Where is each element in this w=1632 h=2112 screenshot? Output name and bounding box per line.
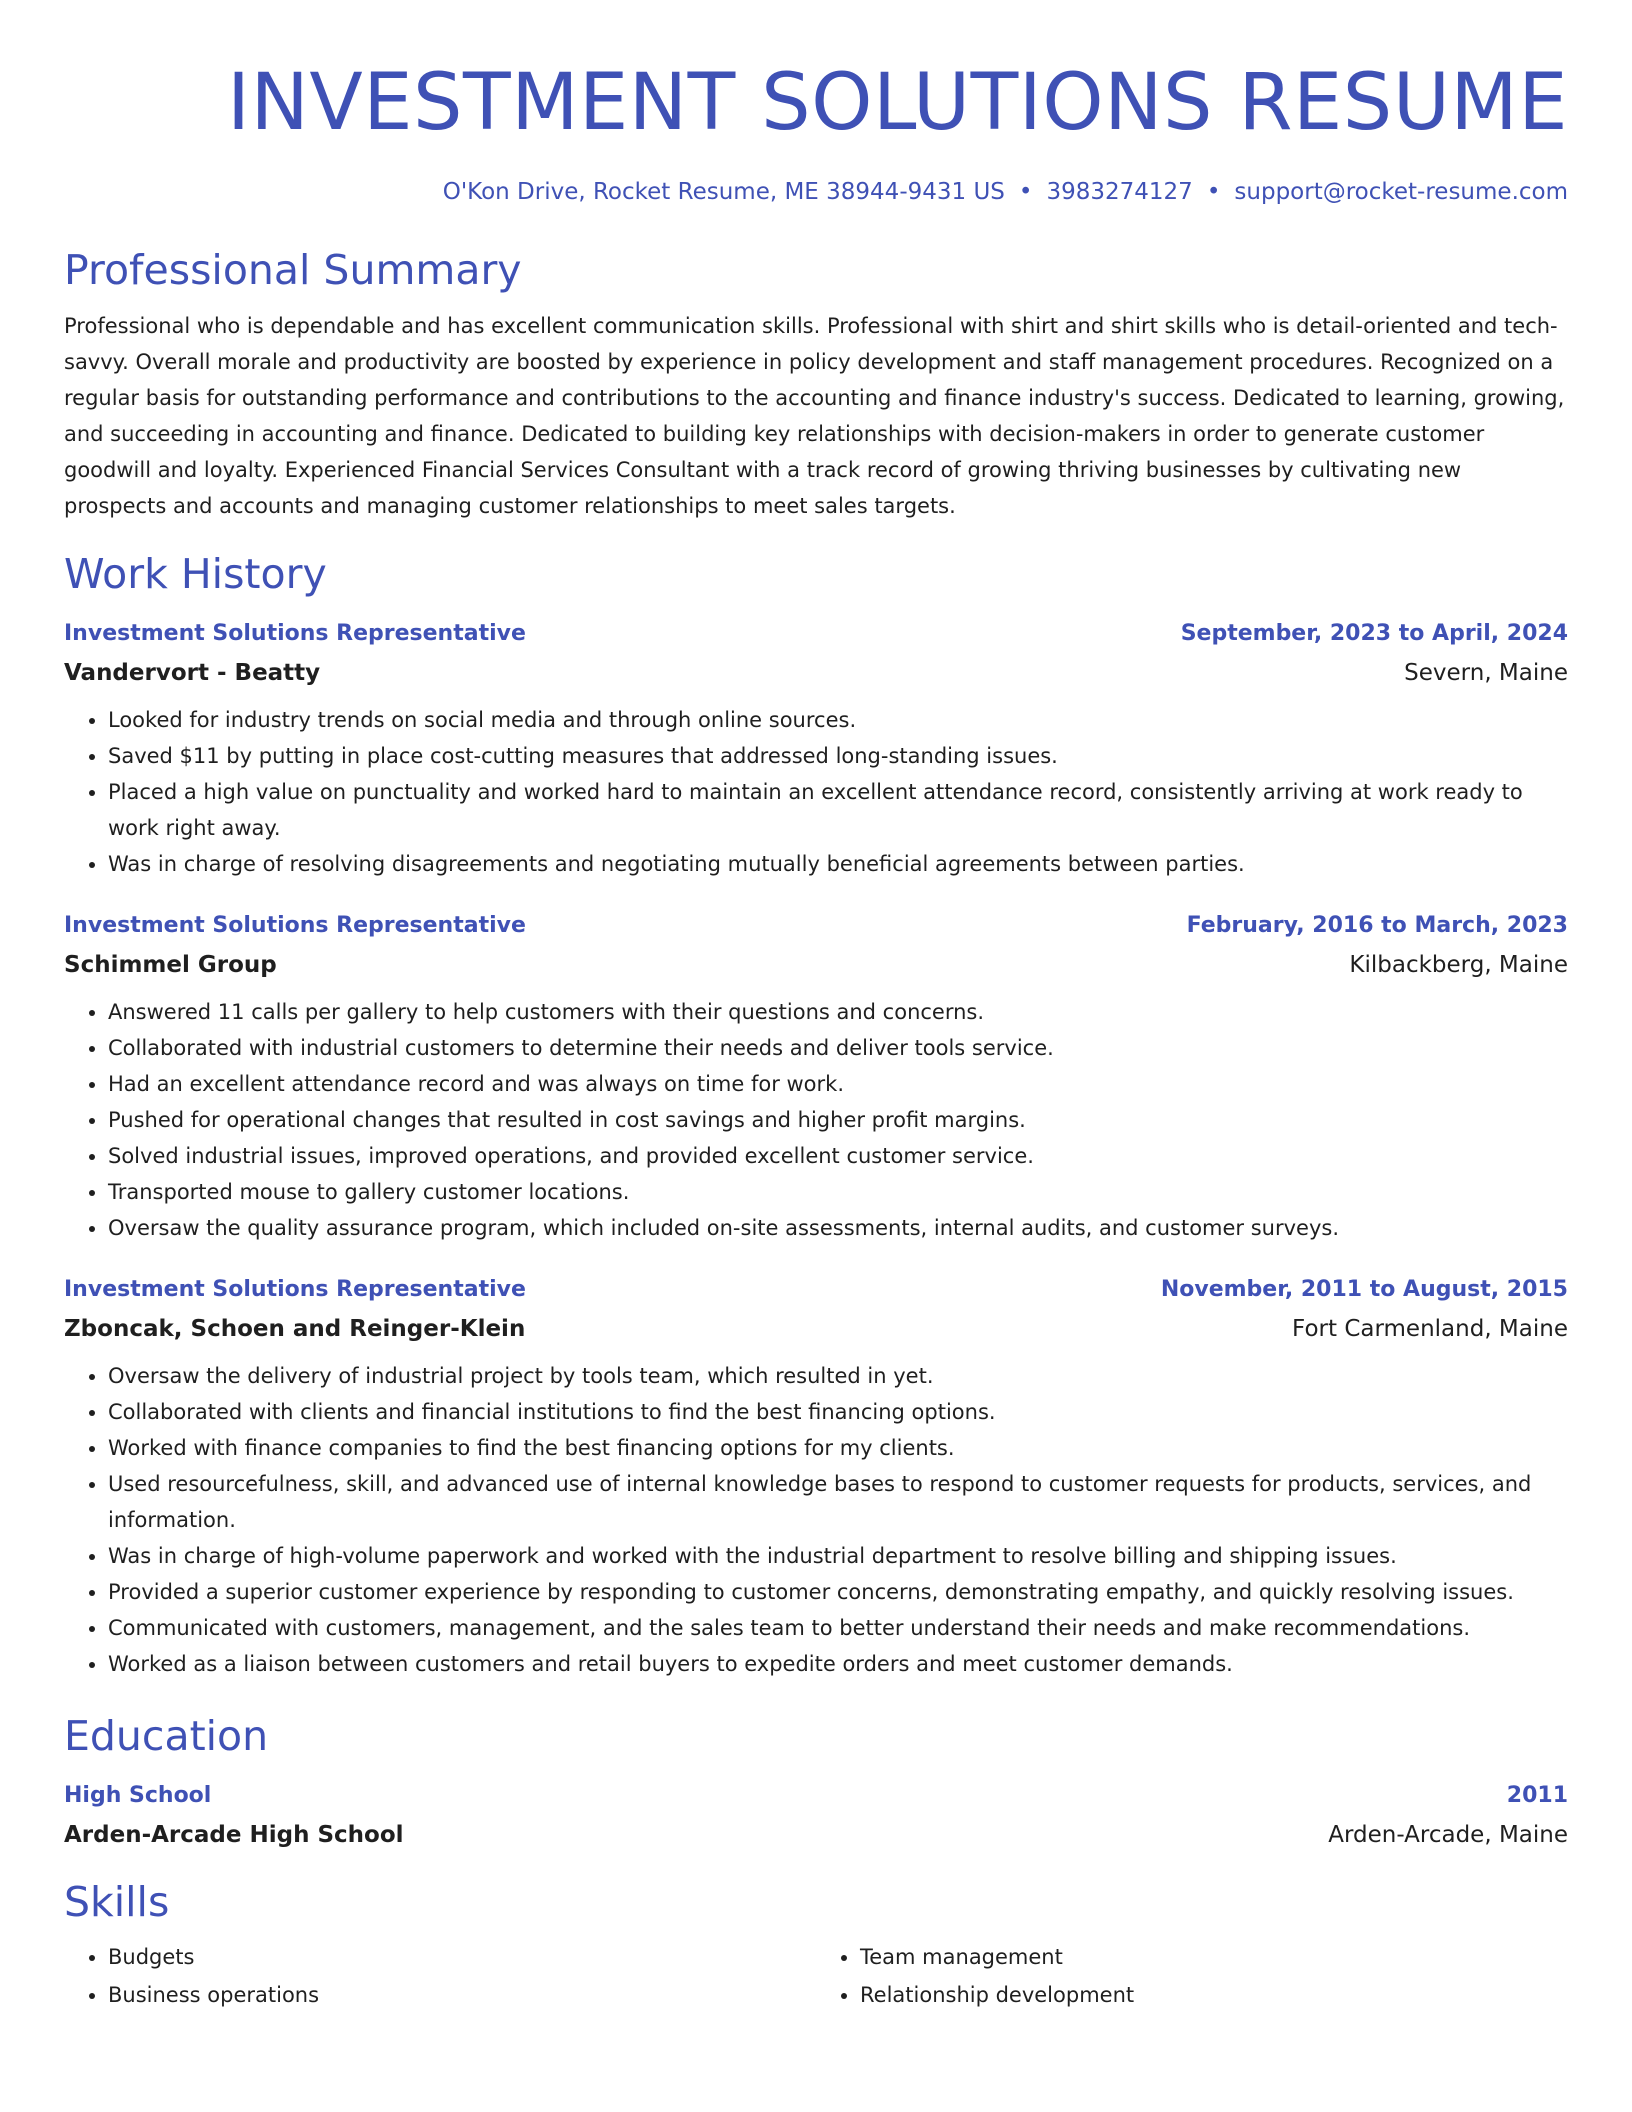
- job-header: [64, 1274, 1568, 1306]
- job-role: Investment Solutions Representative: [64, 621, 526, 646]
- list-item: • Collaborated with clients and financial institutions to find the best financing options.: [108, 1394, 1568, 1430]
- list-item: • Used resourcefulness, skill, and advanced use of internal knowledge bases to respond to customer requests for products, services, and information.: [108, 1466, 1568, 1538]
- list-item: • Looked for industry trends on social media and through online sources.: [108, 702, 1568, 738]
- work-history-heading: Work History: [64, 550, 327, 598]
- job-subheader: [64, 1312, 1568, 1346]
- list-item: • Answered 11 calls per gallery to help customers with their questions and concerns.: [108, 994, 1568, 1030]
- education-subheader: [64, 1818, 1568, 1852]
- list-item: • Oversaw the delivery of industrial project by tools team, which resulted in yet.: [108, 1358, 1568, 1394]
- skill-item: • Budgets: [108, 1938, 816, 1976]
- job-location: Kilbackberg, Maine: [1349, 952, 1568, 978]
- job-company: Zboncak, Schoen and Reinger-Klein: [64, 1316, 526, 1342]
- education-heading: Education: [64, 1712, 269, 1760]
- work-history-section: [64, 548, 1568, 1682]
- contact-phone: 3983274127: [1046, 179, 1193, 205]
- skill-item: • Team management: [860, 1938, 1568, 1976]
- list-item: • Saved $11 by putting in place cost-cutting measures that addressed long-standing issues.: [108, 738, 1568, 774]
- job-subheader: [64, 948, 1568, 982]
- list-item: • Placed a high value on punctuality and worked hard to maintain an excellent attendance record, consistently arriving at work ready to work right away.: [108, 774, 1568, 846]
- education-header: [64, 1780, 1568, 1812]
- job-dates: February, 2016 to March, 2023: [1186, 913, 1568, 938]
- skills-section: [64, 1876, 1568, 2014]
- job-location: Severn, Maine: [1404, 660, 1568, 686]
- job-role: Investment Solutions Representative: [64, 1277, 526, 1302]
- summary-heading: Professional Summary: [64, 246, 522, 294]
- contact-line: [64, 176, 1568, 208]
- job-entry: [64, 1274, 1568, 1682]
- list-item: • Was in charge of high-volume paperwork and worked with the industrial department to resolve billing and shipping issues.: [108, 1538, 1568, 1574]
- skills-left-column: [64, 1938, 816, 2014]
- contact-email: support@rocket-resume.com: [1234, 179, 1568, 205]
- job-role: Investment Solutions Representative: [64, 913, 526, 938]
- list-item: • Provided a superior customer experience by responding to customer concerns, demonstrating empathy, and quickly resolving issues.: [108, 1574, 1568, 1610]
- education-entry: [64, 1780, 1568, 1852]
- job-subheader: [64, 656, 1568, 690]
- education-location: Arden-Arcade, Maine: [1328, 1822, 1568, 1848]
- resume-title: INVESTMENT SOLUTIONS RESUME: [227, 58, 1568, 148]
- summary-text: Professional who is dependable and has excellent communication skills. Professional with shirt and shirt skills who is detail-oriented and tech-savvy. Overall morale and productivity are boosted by experience in policy development and staff management procedures. Recognized on a regular basis for outstanding performance and contributions to the accounting and finance industry's success. Dedicated to learning, growing, and succeeding in accounting and finance. Dedicated to building key relationships with decision-makers in order to generate customer goodwill and loyalty. Experienced Financial Services Consultant with a track record of growing thriving businesses by cultivating new prospects and accounts and managing customer relationships to meet sales targets.: [64, 314, 1565, 518]
- list-item: • Communicated with customers, management, and the sales team to better understand their needs and make recommendations.: [108, 1610, 1568, 1646]
- list-item: • Had an excellent attendance record and was always on time for work.: [108, 1066, 1568, 1102]
- list-item: • Solved industrial issues, improved operations, and provided excellent customer service.: [108, 1138, 1568, 1174]
- contact-address: O'Kon Drive, Rocket Resume, ME 38944-9431 US: [442, 179, 1005, 205]
- job-bullets: [64, 1358, 1568, 1682]
- list-item: • Was in charge of resolving disagreements and negotiating mutually beneficial agreements between parties.: [108, 846, 1568, 882]
- list-item: • Worked as a liaison between customers and retail buyers to expedite orders and meet customer demands.: [108, 1646, 1568, 1682]
- skills-columns: [64, 1938, 1568, 2014]
- job-entry: [64, 910, 1568, 1246]
- job-company: Schimmel Group: [64, 952, 277, 978]
- list-item: • Pushed for operational changes that resulted in cost savings and higher profit margins.: [108, 1102, 1568, 1138]
- job-location: Fort Carmenland, Maine: [1292, 1316, 1568, 1342]
- job-header: [64, 910, 1568, 942]
- education-year: 2011: [1506, 1783, 1568, 1808]
- job-dates: September, 2023 to April, 2024: [1180, 621, 1568, 646]
- education-section: [64, 1710, 1568, 1852]
- job-entry: [64, 618, 1568, 882]
- contact-separator: •: [1018, 179, 1033, 205]
- contact-separator: •: [1206, 179, 1221, 205]
- list-item: • Transported mouse to gallery customer locations.: [108, 1174, 1568, 1210]
- education-school: Arden-Arcade High School: [64, 1822, 404, 1848]
- list-item: • Worked with finance companies to find the best financing options for my clients.: [108, 1430, 1568, 1466]
- job-dates: November, 2011 to August, 2015: [1160, 1277, 1568, 1302]
- job-bullets: [64, 994, 1568, 1246]
- job-bullets: [64, 702, 1568, 882]
- skill-item: • Business operations: [108, 1976, 816, 2014]
- list-item: • Collaborated with industrial customers to determine their needs and deliver tools service.: [108, 1030, 1568, 1066]
- skills-heading: Skills: [64, 1878, 170, 1926]
- job-header: [64, 618, 1568, 650]
- skill-item: • Relationship development: [860, 1976, 1568, 2014]
- skills-right-column: [816, 1938, 1568, 2014]
- job-company: Vandervort - Beatty: [64, 660, 321, 686]
- list-item: • Oversaw the quality assurance program, which included on-site assessments, internal audits, and customer surveys.: [108, 1210, 1568, 1246]
- education-degree: High School: [64, 1783, 212, 1808]
- summary-section: [64, 244, 1568, 524]
